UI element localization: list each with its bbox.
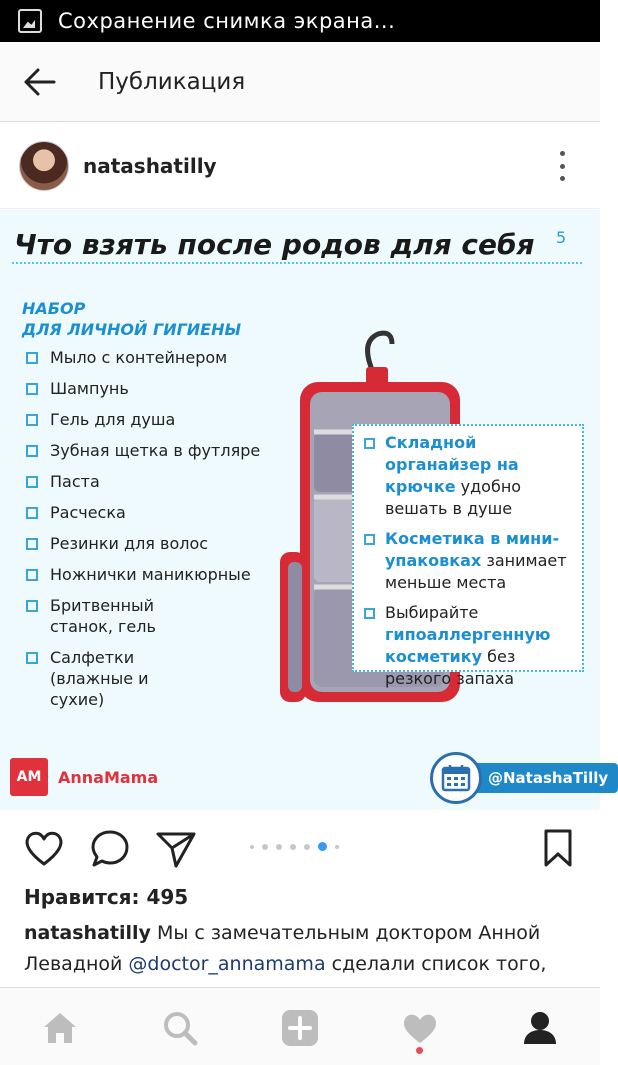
kit-title xyxy=(22,298,241,340)
system-status-bar xyxy=(0,0,600,42)
nav-home[interactable] xyxy=(38,1006,82,1050)
checkbox-bullet-icon xyxy=(26,414,38,426)
carousel-dot-active xyxy=(318,842,327,851)
comment-icon xyxy=(88,826,132,870)
nav-profile[interactable] xyxy=(518,1006,562,1050)
checkbox-bullet-icon xyxy=(26,445,38,457)
share-button[interactable] xyxy=(154,826,198,870)
page-title: Публикация xyxy=(98,68,246,95)
nav-search[interactable] xyxy=(158,1006,202,1050)
carousel-dot xyxy=(250,845,254,849)
home-icon xyxy=(42,1011,78,1045)
nav-activity[interactable] xyxy=(398,1006,442,1050)
carousel-dot xyxy=(335,845,339,849)
nav-add-post[interactable] xyxy=(278,1006,322,1050)
tips-box xyxy=(352,424,584,688)
list-item: Зубная щетка в футляре xyxy=(26,440,260,461)
checkbox-bullet-icon xyxy=(364,608,375,619)
profile-icon xyxy=(522,1010,558,1046)
annamama-logo xyxy=(10,758,158,796)
annamama-badge: AM xyxy=(10,758,48,796)
kit-list xyxy=(26,347,260,710)
carousel-dot xyxy=(262,844,268,850)
list-item: Паста xyxy=(26,471,260,492)
back-arrow-icon xyxy=(24,68,56,96)
post-image[interactable] xyxy=(0,210,609,810)
post-headline: Что взять после родов для себя xyxy=(14,228,535,261)
back-button[interactable] xyxy=(20,62,60,102)
tip-item: Складной органайзер на крючке удобно вешать в душе xyxy=(364,432,574,520)
checkbox-bullet-icon xyxy=(364,534,375,545)
like-button[interactable] xyxy=(22,826,66,870)
bottom-navigation xyxy=(0,987,600,1065)
bookmark-icon xyxy=(536,826,580,870)
caption-username[interactable]: natashatilly xyxy=(24,922,151,944)
checkbox-bullet-icon xyxy=(26,600,38,612)
list-item: Бритвенный станок, гель xyxy=(26,595,206,637)
carousel-indicator xyxy=(250,842,339,851)
send-icon xyxy=(154,826,198,870)
list-item: Мыло с контейнером xyxy=(26,347,260,368)
username-link[interactable]: natashatilly xyxy=(83,153,217,178)
carousel-dot xyxy=(290,844,296,850)
post-actions xyxy=(0,820,600,874)
caption-mention[interactable]: @doctor_annamama xyxy=(128,953,326,975)
calendar-icon xyxy=(430,752,482,804)
annamama-name: AnnaMama xyxy=(58,767,159,787)
list-item: Ножнички маникюрные xyxy=(26,564,260,585)
kit-title-line1: НАБОР xyxy=(22,299,86,318)
add-icon xyxy=(280,1008,320,1048)
post-caption xyxy=(24,918,584,982)
caption-text-continued: сделали список того, xyxy=(331,953,547,975)
heart-icon xyxy=(22,826,66,870)
tip-item: Выбирайте гипоаллергенную косметику без резкого запаха xyxy=(364,602,574,690)
tip-item: Косметика в мини-упаковках занимает меньше места xyxy=(364,528,574,594)
checkbox-bullet-icon xyxy=(26,569,38,581)
more-options-icon[interactable] xyxy=(558,151,566,181)
save-button[interactable] xyxy=(536,826,580,870)
post-header xyxy=(0,123,600,209)
checkbox-bullet-icon xyxy=(26,507,38,519)
heart-icon xyxy=(401,1011,439,1045)
comment-button[interactable] xyxy=(88,826,132,870)
likes-count[interactable]: Нравится: 495 xyxy=(24,885,189,909)
carousel-dot xyxy=(304,844,310,850)
author-badge xyxy=(430,754,618,802)
list-item: Резинки для волос xyxy=(26,533,260,554)
slide-number: 5 xyxy=(556,228,567,247)
search-icon xyxy=(162,1010,198,1046)
list-item: Шампунь xyxy=(26,378,260,399)
checkbox-bullet-icon xyxy=(364,438,375,449)
screenshot-icon xyxy=(18,9,42,33)
status-text: Сохранение снимка экрана... xyxy=(58,9,396,33)
caption-text: Мы с замечательным доктором Анной Левадной xyxy=(24,922,541,975)
headline-underline xyxy=(12,262,582,264)
carousel-dot xyxy=(276,844,282,850)
kit-title-line2: ДЛЯ ЛИЧНОЙ ГИГИЕНЫ xyxy=(22,320,242,339)
checkbox-bullet-icon xyxy=(26,476,38,488)
checkbox-bullet-icon xyxy=(26,538,38,550)
notification-dot xyxy=(416,1047,423,1054)
list-item: Салфетки (влажные и сухие) xyxy=(26,647,206,710)
checkbox-bullet-icon xyxy=(26,352,38,364)
top-app-bar xyxy=(0,42,600,122)
list-item: Расческа xyxy=(26,502,260,523)
checkbox-bullet-icon xyxy=(26,383,38,395)
checkbox-bullet-icon xyxy=(26,652,38,664)
author-tag: @NatashaTilly xyxy=(476,763,618,793)
list-item: Гель для душа xyxy=(26,409,260,430)
avatar[interactable] xyxy=(19,141,69,191)
